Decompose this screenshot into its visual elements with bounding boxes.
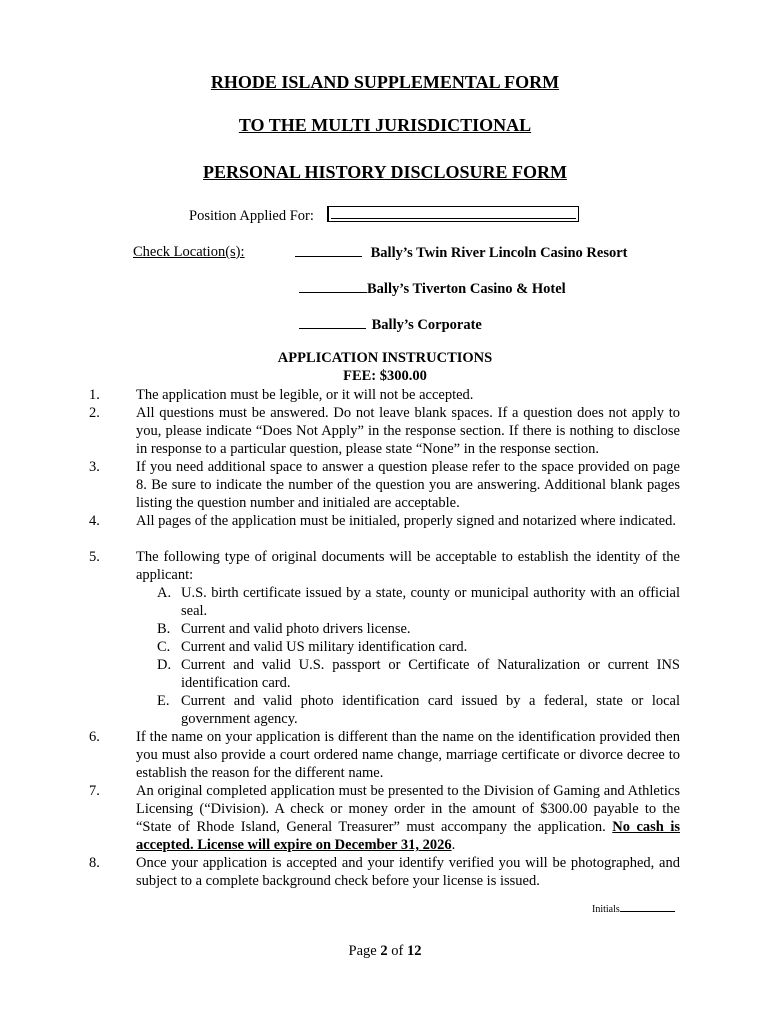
- position-applied-label: Position Applied For:: [189, 208, 314, 224]
- item-number: 7.: [89, 783, 100, 799]
- location-option-tiverton[interactable]: [299, 280, 566, 298]
- document-text: U.S. birth certificate issued by a state, county or municipal authority with an official seal.: [181, 585, 680, 619]
- item-number: 5.: [89, 549, 100, 565]
- document-letter: A.: [157, 585, 172, 601]
- item-text: All questions must be answered. Do not leave blank spaces. If a question does not apply to you, please indicate “Does Not Apply” in the response section. If there is nothing to disclose in response to a particular question, please state “None” in the response section.: [136, 405, 680, 457]
- page-number: [0, 943, 770, 960]
- item-text: The following type of original documents will be acceptable to establish the identity of the applicant:: [136, 549, 680, 583]
- form-title-line2: TO THE MULTI JURISDICTIONAL: [238, 115, 532, 135]
- item-number: 4.: [89, 513, 100, 529]
- item-text: If the name on your application is different than the name on the identification provided then you must also provide a court ordered name change, marriage certificate or divorce decree to establish the reason for the different name.: [136, 729, 680, 781]
- location-option-lincoln[interactable]: [295, 244, 627, 262]
- page-total: 12: [406, 943, 422, 959]
- location-checkbox-corporate[interactable]: [299, 316, 366, 329]
- location-checkbox-tiverton[interactable]: [299, 280, 367, 293]
- cash-notice-end: .: [451, 837, 456, 853]
- item-text: If you need additional space to answer a question please refer to the space provided on page 8. Be sure to indicate the number of the question you are answering. Additional blank pages listing the question number and initialed are acceptable.: [136, 459, 680, 511]
- document-letter: E.: [157, 693, 170, 709]
- item-text: [136, 782, 680, 854]
- position-applied-field[interactable]: [327, 206, 579, 222]
- document-text: Current and valid U.S. passport or Certificate of Naturalization or current INS identification card.: [181, 657, 680, 691]
- item-text: Once your application is accepted and your identify verified you will be photographed, and subject to a complete background check before your license is issued.: [136, 855, 680, 889]
- location-label-corporate: Bally’s Corporate: [371, 317, 482, 333]
- initials-field[interactable]: [592, 903, 675, 915]
- document-text: Current and valid photo identification card issued by a federal, state or local government agency.: [181, 693, 680, 727]
- item-number: 6.: [89, 729, 100, 745]
- document-text: Current and valid photo drivers license.: [181, 621, 411, 637]
- document-letter: B.: [157, 621, 171, 637]
- item-number: 2.: [89, 405, 100, 421]
- check-locations-label: Check Location(s):: [133, 244, 245, 260]
- document-letter: C.: [157, 639, 171, 655]
- item-number: 3.: [89, 459, 100, 475]
- page-current: 2: [380, 943, 388, 959]
- item-body: An original completed application must be presented to the Division of Gaming and Athletics Licensing (“Division). A check or money order in the amount of $300.00 payable to the “State of Rhode Island, General Treasurer” must accompany the application.: [136, 783, 680, 835]
- document-letter: D.: [157, 657, 172, 673]
- location-option-corporate[interactable]: [299, 316, 482, 334]
- item-number: 8.: [89, 855, 100, 871]
- form-title-line1: RHODE ISLAND SUPPLEMENTAL FORM: [210, 72, 560, 92]
- page-middle: of: [387, 943, 407, 959]
- item-number: 1.: [89, 387, 100, 403]
- initials-blank[interactable]: [620, 903, 675, 912]
- location-label-tiverton: Bally’s Tiverton Casino & Hotel: [367, 281, 566, 297]
- initials-label: Initials: [592, 904, 620, 915]
- item-text: The application must be legible, or it will not be accepted.: [136, 387, 474, 403]
- fee-line: FEE: $300.00: [343, 368, 427, 384]
- page-prefix: Page: [348, 943, 381, 959]
- location-checkbox-lincoln[interactable]: [295, 244, 362, 257]
- position-field-underline: [331, 218, 576, 219]
- instructions-heading: APPLICATION INSTRUCTIONS: [277, 350, 493, 366]
- document-text: Current and valid US military identification card.: [181, 639, 468, 655]
- cash-notice: No cash is accepted. License will expire on December 31, 2026: [136, 819, 680, 853]
- location-label-lincoln: Bally’s Twin River Lincoln Casino Resort: [370, 245, 628, 261]
- item-text: All pages of the application must be initialed, properly signed and notarized where indicated.: [136, 513, 676, 529]
- form-title-line3: PERSONAL HISTORY DISCLOSURE FORM: [203, 162, 567, 182]
